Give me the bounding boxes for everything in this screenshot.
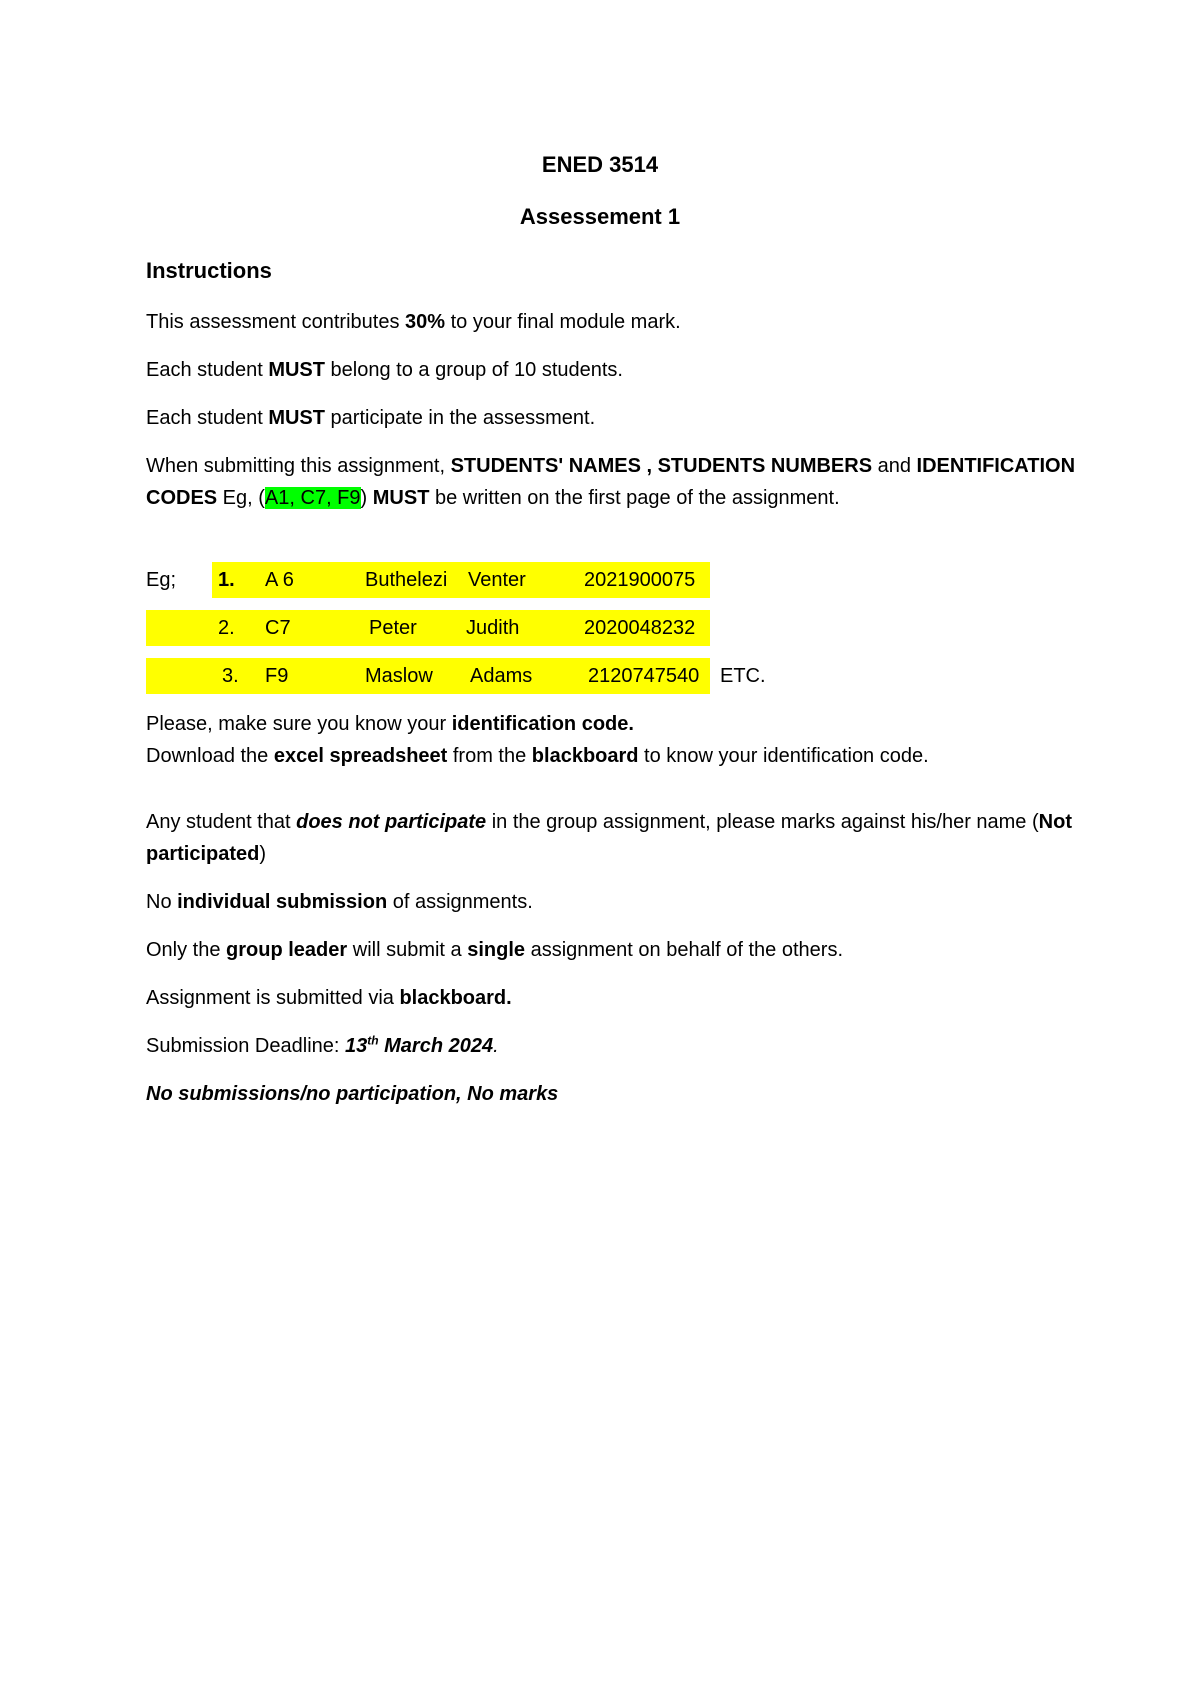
para-deadline: Submission Deadline: 13th March 2024.	[146, 1033, 499, 1057]
para-download: Download the excel spreadsheet from the blackboard to know your identification code.	[146, 745, 929, 767]
para-group-size: Each student MUST belong to a group of 10 students.	[146, 359, 623, 381]
example-row-1: 1. A 6 Buthelezi Venter 2021900075	[218, 569, 696, 591]
course-code: ENED 3514	[541, 152, 659, 177]
para-non-participation: Any student that does not participate in the group assignment, please marks against his/her name (Not participated)	[146, 811, 1072, 865]
example-label: Eg;	[146, 569, 177, 591]
example-row-3: 3. F9 Maslow Adams 2120747540 ETC.	[0, 658, 1200, 694]
para-know-code: Please, make sure you know your identification code.	[146, 713, 634, 735]
example-row-2: 2. C7 Peter Judith 2020048232	[218, 617, 696, 639]
highlight-codes: A1, C7, F9	[264, 487, 361, 509]
assessment-title: Assessement 1	[519, 204, 681, 229]
para-no-individual: No individual submission of assignments.	[146, 891, 533, 913]
para-contribution: This assessment contributes 30% to your final module mark.	[146, 311, 681, 333]
para-submission-details: When submitting this assignment, STUDENTS' NAMES , STUDENTS NUMBERS and IDENTIFICATION CODES Eg, (A1, C7, F9) MUST be written on the first page of the assignment.	[146, 455, 1076, 509]
example-etc: ETC.	[720, 665, 766, 687]
para-participation: Each student MUST participate in the assessment.	[146, 407, 596, 429]
instructions-heading: Instructions	[146, 258, 272, 283]
para-group-leader: Only the group leader will submit a single assignment on behalf of the others.	[146, 939, 843, 961]
para-submitted-via: Assignment is submitted via blackboard.	[146, 987, 512, 1009]
para-no-marks: No submissions/no participation, No marks	[146, 1083, 559, 1105]
